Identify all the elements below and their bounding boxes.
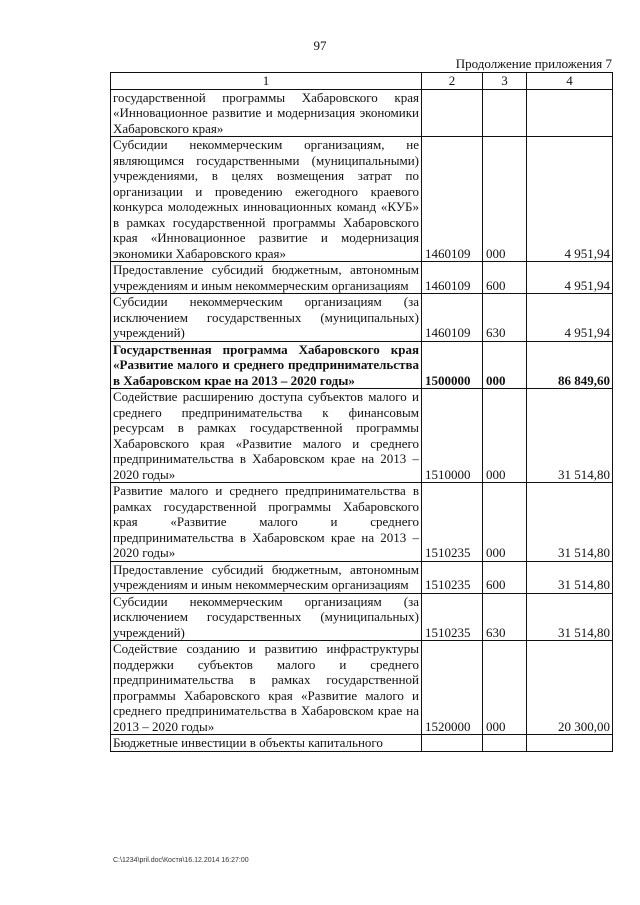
row-amount bbox=[527, 735, 613, 752]
row-description: Бюджетные инвестиции в объекты капитального bbox=[111, 735, 422, 752]
header-cell-4: 4 bbox=[527, 73, 613, 90]
table-row bbox=[111, 89, 613, 137]
row-description: государственной программы Хабаровского края «Инновационное развитие и модернизация экономики Хабаровского края» bbox=[111, 89, 422, 137]
row-code: 1510235 bbox=[422, 483, 483, 562]
row-expense-type: 630 bbox=[483, 593, 527, 641]
row-code: 1460109 bbox=[422, 137, 483, 262]
table-row bbox=[111, 294, 613, 342]
row-expense-type: 000 bbox=[483, 483, 527, 562]
continuation-label: Продолжение приложения 7 bbox=[455, 56, 612, 71]
table-row bbox=[111, 262, 613, 294]
row-code: 1460109 bbox=[422, 262, 483, 294]
page-number: 97 bbox=[313, 38, 327, 53]
file-path-footer: C:\1234\pril.doc\Костя\16.12.2014 16:27:00 bbox=[113, 857, 249, 864]
table-row bbox=[111, 137, 613, 262]
row-description: Государственная программа Хабаровского края «Развитие малого и среднего предпринимательства в Хабаровском крае на 2013 – 2020 годы» bbox=[111, 341, 422, 389]
header-cell-3: 3 bbox=[483, 73, 527, 90]
row-code bbox=[422, 89, 483, 137]
row-code bbox=[422, 735, 483, 752]
row-expense-type: 630 bbox=[483, 294, 527, 342]
table-row bbox=[111, 641, 613, 735]
row-amount: 86 849,60 bbox=[527, 341, 613, 389]
row-expense-type: 000 bbox=[483, 389, 527, 483]
table-row bbox=[111, 593, 613, 641]
row-expense-type: 000 bbox=[483, 641, 527, 735]
row-description: Субсидии некоммерческим организациям, не являющимся государственными (муниципальными) учреждениями, в целях возмещения затрат по организации и проведению ежегодного краевого конкурса молодежных инновационных команд «КУБ» в рамках государственной программы Хабаровского края «Инновационное развитие и модернизация экономики Хабаровского края» bbox=[111, 137, 422, 262]
row-expense-type bbox=[483, 89, 527, 137]
row-description: Развитие малого и среднего предпринимательства в рамках государственной программы Хабаровского края «Развитие малого и среднего предпринимательства в Хабаровском крае на 2013 – 2020 годы» bbox=[111, 483, 422, 562]
row-amount: 31 514,80 bbox=[527, 593, 613, 641]
row-description: Субсидии некоммерческим организациям (за исключением государственных (муниципальных) учреждений) bbox=[111, 593, 422, 641]
row-amount: 4 951,94 bbox=[527, 137, 613, 262]
row-expense-type bbox=[483, 735, 527, 752]
row-amount: 31 514,80 bbox=[527, 389, 613, 483]
row-amount bbox=[527, 89, 613, 137]
row-code: 1510000 bbox=[422, 389, 483, 483]
header-cell-1: 1 bbox=[111, 73, 422, 90]
table-row bbox=[111, 483, 613, 562]
row-description: Предоставление субсидий бюджетным, автономным учреждениям и иным некоммерческим организациям bbox=[111, 561, 422, 593]
row-amount: 31 514,80 bbox=[527, 561, 613, 593]
budget-table bbox=[110, 72, 613, 752]
row-description: Содействие созданию и развитию инфраструктуры поддержки субъектов малого и среднего предпринимательства в рамках государственной программы Хабаровского края «Развитие малого и среднего предпринимательства в Хабаровском крае на 2013 – 2020 годы» bbox=[111, 641, 422, 735]
row-expense-type: 600 bbox=[483, 561, 527, 593]
table-row bbox=[111, 561, 613, 593]
row-code: 1460109 bbox=[422, 294, 483, 342]
table-row bbox=[111, 389, 613, 483]
table-header-row bbox=[111, 73, 613, 90]
header-cell-2: 2 bbox=[422, 73, 483, 90]
row-description: Содействие расширению доступа субъектов малого и среднего предпринимательства к финансовым ресурсам в рамках государственной программы Хабаровского края «Развитие малого и среднего предпринимательства в Хабаровском крае на 2013 – 2020 годы» bbox=[111, 389, 422, 483]
row-amount: 4 951,94 bbox=[527, 262, 613, 294]
row-expense-type: 000 bbox=[483, 341, 527, 389]
row-amount: 4 951,94 bbox=[527, 294, 613, 342]
row-expense-type: 000 bbox=[483, 137, 527, 262]
row-amount: 31 514,80 bbox=[527, 483, 613, 562]
row-code: 1510235 bbox=[422, 561, 483, 593]
row-description: Субсидии некоммерческим организациям (за исключением государственных (муниципальных) учреждений) bbox=[111, 294, 422, 342]
table-row bbox=[111, 341, 613, 389]
row-amount: 20 300,00 bbox=[527, 641, 613, 735]
row-code: 1520000 bbox=[422, 641, 483, 735]
row-expense-type: 600 bbox=[483, 262, 527, 294]
row-description: Предоставление субсидий бюджетным, автономным учреждениям и иным некоммерческим организациям bbox=[111, 262, 422, 294]
table-row bbox=[111, 735, 613, 752]
row-code: 1510235 bbox=[422, 593, 483, 641]
row-code: 1500000 bbox=[422, 341, 483, 389]
